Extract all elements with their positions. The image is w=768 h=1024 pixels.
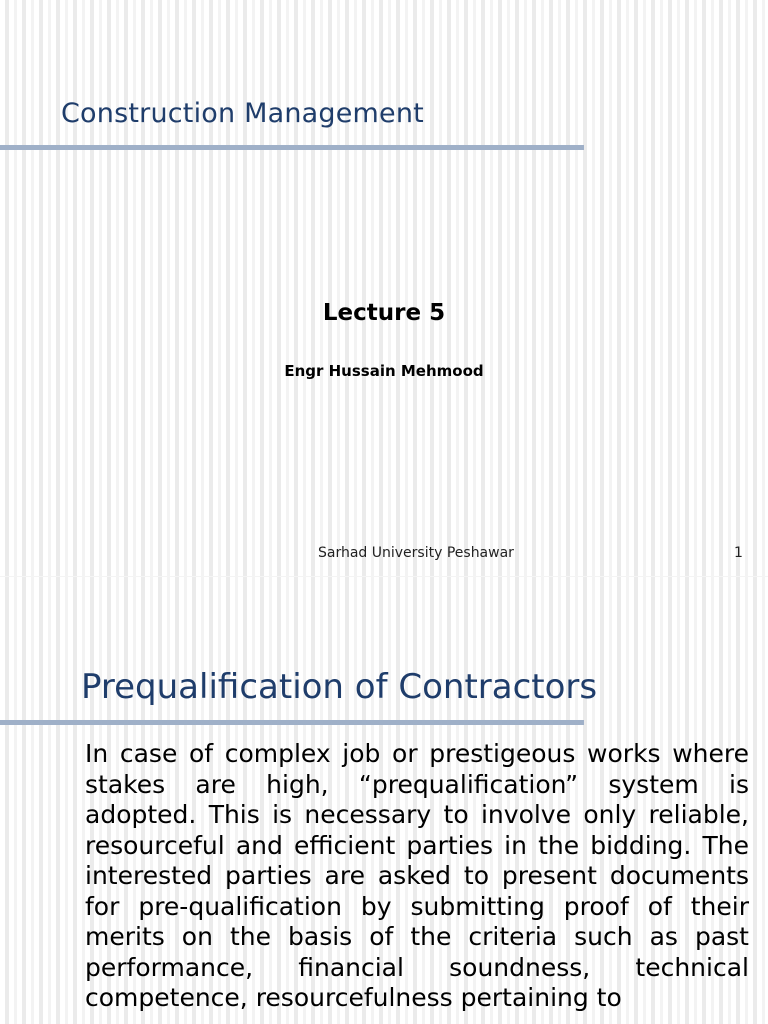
title-underline [0,720,584,725]
page-number: 1 [734,545,743,561]
slide-title: Prequalification of Contractors [81,667,598,707]
title-underline [0,145,584,150]
lecture-heading: Lecture 5 [322,300,446,326]
author-name: Engr Hussain Mehmood [284,362,484,380]
slide-2 [0,576,768,1024]
footer-university: Sarhad University Peshawar [318,545,514,561]
slide-title: Construction Management [61,98,424,129]
slide-body-text: In case of complex job or prestigeous works where stakes are high, “prequalification” system is adopted. This is necessary to involve only reliable, resourceful and efficient parties in the bidding. The interested parties are asked to present documents for pre-qualification by submitting proof of their merits on the basis of the criteria such as past performance, financial soundness, technical competence, resourcefulness pertaining to [85,739,749,1012]
